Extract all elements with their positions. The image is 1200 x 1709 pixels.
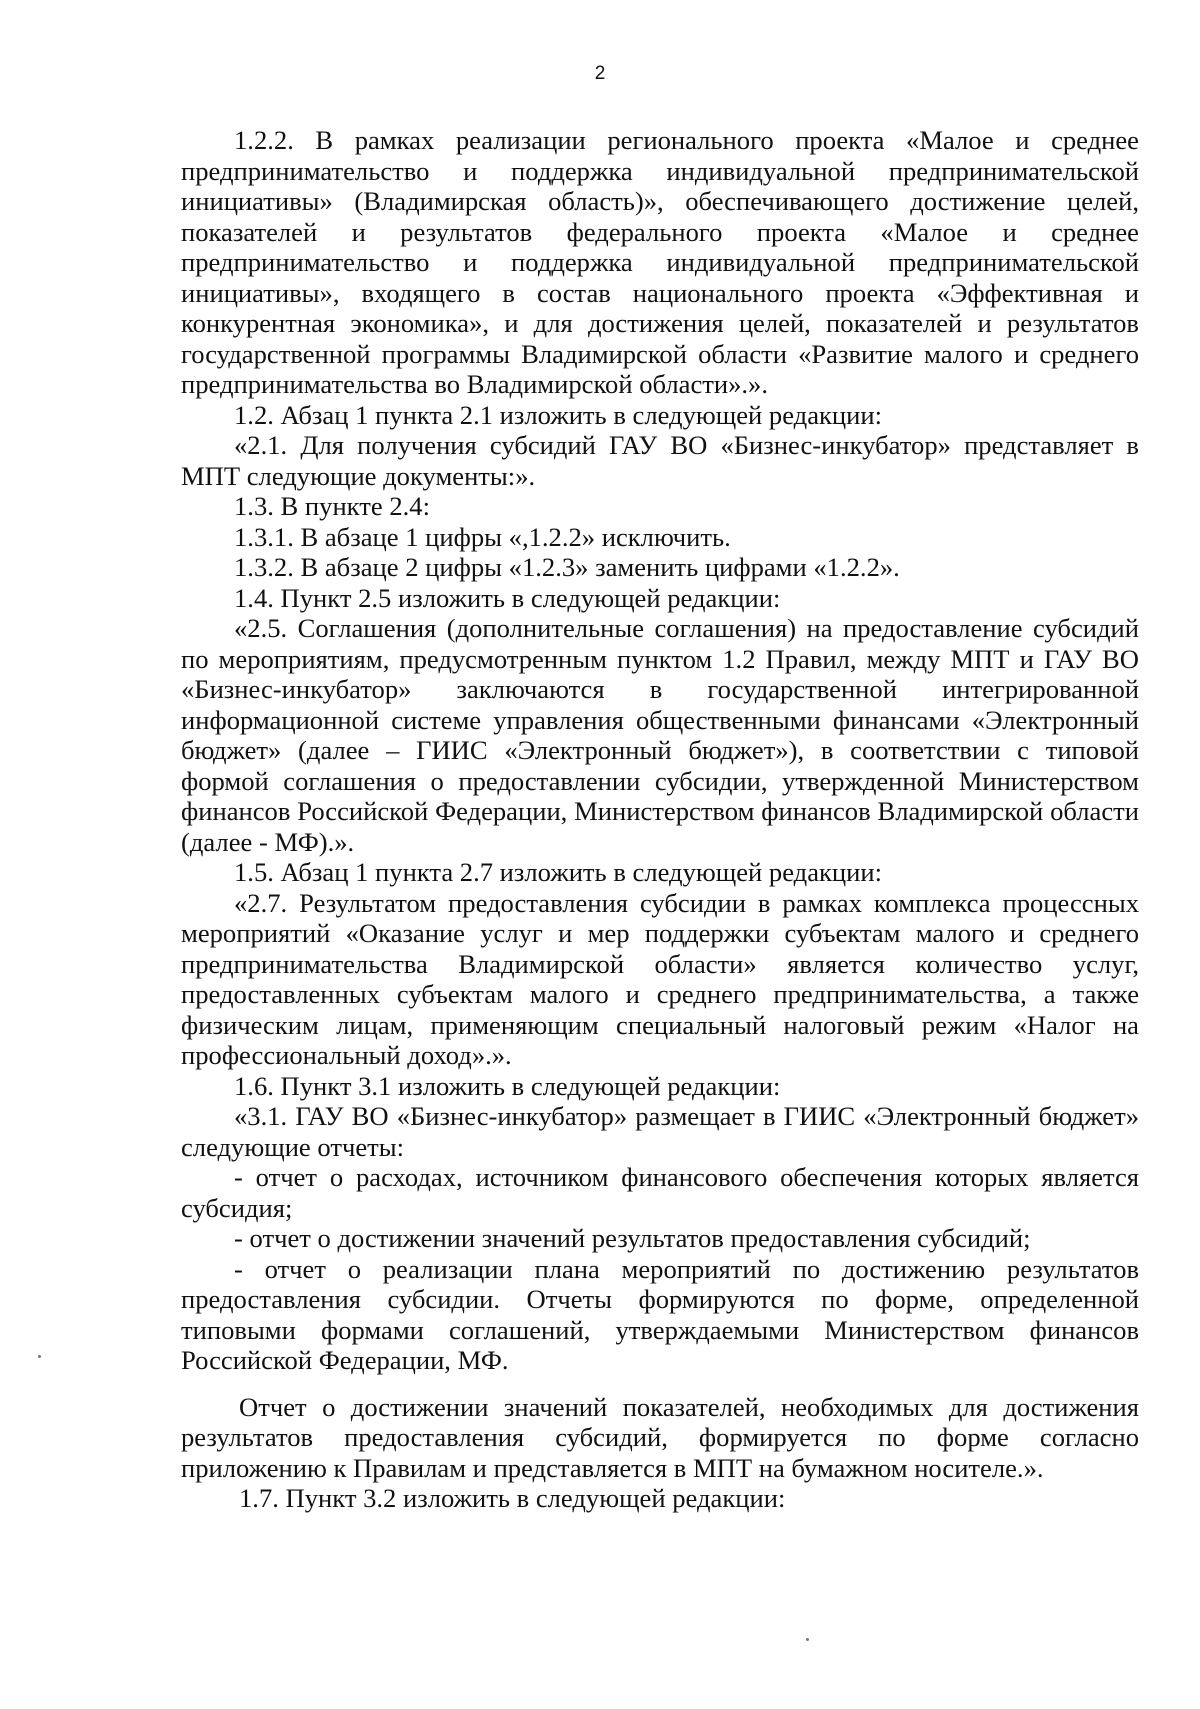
document-body bbox=[181, 125, 1139, 1514]
paragraph-3-1-quote: «3.1. ГАУ ВО «Бизнес-инкубатор» размещает в ГИИС «Электронный бюджет» следующие отчеты: bbox=[181, 1101, 1139, 1162]
paragraph-1-2-2: 1.2.2. В рамках реализации регионального проекта «Малое и среднее предпринимательство и поддержка индивидуальной предпринимательской инициативы» (Владимирская область)», обеспечивающего достижение целей, показателей и результатов федерального проекта «Малое и среднее предпринимательство и поддержка индивидуальной предпринимательской инициативы», входящего в состав национального проекта «Эффективная и конкурентная экономика», и для достижения целей, показателей и результатов государственной программы Владимирской области «Развитие малого и среднего предпринимательства во Владимирской области».». bbox=[181, 125, 1139, 399]
paragraph-1-5: 1.5. Абзац 1 пункта 2.7 изложить в следующей редакции: bbox=[234, 857, 883, 887]
scan-speck bbox=[38, 1355, 41, 1358]
paragraph-1-3: 1.3. В пункте 2.4: bbox=[234, 491, 430, 521]
paragraph-indicators-report: Отчет о достижении значений показателей, необходимых для достижения результатов предоставления субсидий, формируется по форме согласно приложению к Правилам и представляется в МПТ на бумажном носителе.». bbox=[181, 1391, 1139, 1483]
paragraph-1-7: 1.7. Пункт 3.2 изложить в следующей редакции: bbox=[239, 1483, 786, 1513]
list-item-plan-report: - отчет о реализации плана мероприятий по достижению результатов предоставления субсидии. Отчеты формируются по форме, определенной типовыми формами соглашений, утверждаемыми Министерством финансов Российской Федерации, МФ. bbox=[181, 1253, 1139, 1375]
scan-speck bbox=[806, 1638, 809, 1641]
paragraph-1-6: 1.6. Пункт 3.1 изложить в следующей редакции: bbox=[234, 1070, 781, 1101]
paragraph-1-3-1: 1.3.1. В абзаце 1 цифры «,1.2.2» исключить. bbox=[234, 521, 731, 552]
list-item-expenses-report: - отчет о расходах, источником финансового обеспечения которых является субсидия; bbox=[181, 1162, 1139, 1223]
paragraph-2-7-quote: «2.7. Результатом предоставления субсидии в рамках комплекса процессных мероприятий «Оказание услуг и мер поддержки субъектам малого и среднего предпринимательства Владимирской области» является количество услуг, предоставленных субъектам малого и среднего предпринимательства, а также физическим лицам, применяющим специальный налоговый режим «Налог на профессиональный доход».». bbox=[181, 887, 1139, 1070]
list-item-results-report: - отчет о достижении значений результатов предоставления субсидий; bbox=[234, 1223, 1031, 1253]
paragraph-1-4: 1.4. Пункт 2.5 изложить в следующей редакции: bbox=[234, 582, 781, 613]
paragraph-1-2: 1.2. Абзац 1 пункта 2.1 изложить в следующей редакции: bbox=[234, 399, 883, 430]
paragraph-2-1-quote: «2.1. Для получения субсидий ГАУ ВО «Бизнес-инкубатор» представляет в МПТ следующие документы:». bbox=[181, 430, 1139, 491]
paragraph-2-5-quote: «2.5. Соглашения (дополнительные соглашения) на предоставление субсидий по мероприятиям, предусмотренным пунктом 1.2 Правил, между МПТ и ГАУ ВО «Бизнес-инкубатор» заключаются в государственной интегрированной информационной системе управления общественными финансами «Электронный бюджет» (далее – ГИИС «Электронный бюджет»), в соответствии с типовой формой соглашения о предоставлении субсидии, утвержденной Министерством финансов Российской Федерации, Министерством финансов Владимирской области (далее - МФ).». bbox=[181, 613, 1139, 857]
page-number: 2 bbox=[594, 63, 606, 84]
paragraph-1-3-2: 1.3.2. В абзаце 2 цифры «1.2.3» заменить цифрами «1.2.2». bbox=[234, 552, 900, 582]
